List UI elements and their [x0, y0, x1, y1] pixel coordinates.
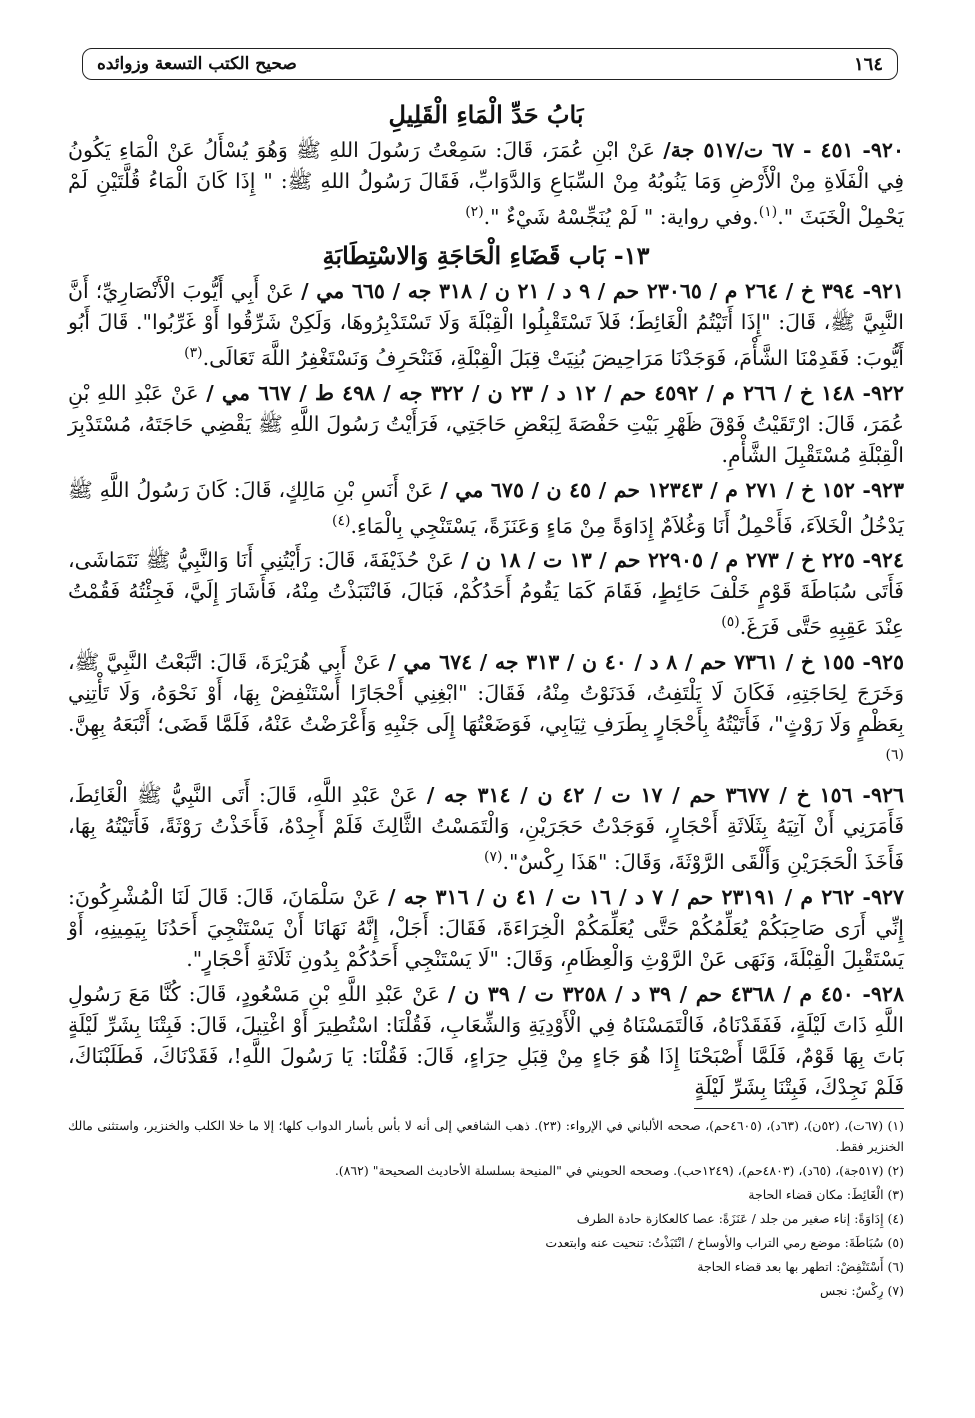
hadith-ref: ٩٢٨- ٤٥٠ م / ٤٣٦٨ حم / ٣٩ د / ٣٢٥٨ ت / ٣٩ ن / [448, 981, 904, 1006]
hadith-text: عَنْ عَبْدِ اللَّهِ، قَالَ: أَتَى النَّبِيُّ ﷺ الْغَائِطَ، فَأَمَرَنِي أَنْ آتِيَهُ بِثَلَاثَةِ أَحْجَارٍ، فَوَجَدْتُ حَجَرَيْنِ، وَالْتَمَسْتُ الثَّالِثَ فَلَمْ أَجِدْهُ، فَأَخَذْتُ رَوْثَةً، فَأَتَيْتُهُ بِهَا، فَأَخَذَ الْحَجَرَيْنِ وَأَلْقَى الرَّوْثَةَ، وَقَالَ: "هَذَا رِكْسٌ". [68, 783, 904, 874]
footnote-marker: (١) [758, 204, 778, 220]
hadith-text: عَنْ أَبِي هُرَيْرَةَ، قَالَ: اتَّبَعْتُ النَّبِيَّ ﷺ، وَخَرَجَ لِحَاجَتِهِ، فَكَانَ لَا يَلْتَفِتُ، فَدَنَوْتُ مِنْهُ، فَقَالَ: "ابْغِنِي أَحْجَارًا أَسْتَنْفِضْ بِهَا، أَوْ نَحْوَهُ، وَلَا تَأْتِنِي بِعَظْمٍ وَلَا رَوْثٍ"، فَأَتَيْتُهُ بِأَحْجَارٍ بِطَرَفِ ثِيَابِي، فَوَضَعْتُهَا إِلَى جَنْبِهِ وَأَعْرَضْتُ عَنْهُ، فَلَمَّا قَضَى؛ أَتْبَعَهُ بِهِنَّ. [68, 650, 904, 737]
footnote: (٢) (٥١٧جة)، (٦٥د)، (٤٨٠٣حم)، (١٢٤٩حب). وصححه الحويني في "المنيحة بسلسلة الأحاديث الصحيحة" (٨٦٢). [334, 1163, 904, 1178]
hadith-ref: ٩٢٢- ١٤٨ خ / ٢٦٦ م / ٤٥٩٢ حم / ١٢ د / ٢٣ ن / ٣٢٢ جه / ٤٩٨ ط / ٦٦٧ مي / [206, 380, 904, 405]
hadith-ref: ٩٢٧- ٢٦٢ م / ٢٣١٩١ حم / ٧ د / ١٦ ت / ٤١ ن / ٣١٦ جه / [388, 884, 904, 909]
running-title: صحيح الكتب التسعة وزوائده [97, 54, 297, 74]
hadith-920 [68, 135, 904, 233]
footnote: (٥) سُبَاطَةَ: موضع رمي التراب والأوساخ / انْتَبَذْتُ: تنحيت عنه وابتعدت [545, 1235, 904, 1250]
hadith-text: عَنْ سَلْمَانَ، قَالَ: قَالَ لَنَا الْمُشْرِكُونَ: إِنِّي أَرَى صَاحِبَكُمْ يُعَلِّمُكُمْ حَتَّى يُعَلِّمَكُمْ الْخِرَاءَةَ، فَقَالَ: أَجَلْ، إِنَّهُ نَهَانَا أَنْ يَسْتَنْجِيَ أَحَدُنَا بِيَمِينِهِ، أَوْ يَسْتَقْبِلَ الْقِبْلَةَ، وَنَهَى عَنْ الرَّوْثِ وَالْعِظَامِ، وَقَالَ: "لَا يَسْتَنْجِي أَحَدُكُمْ بِدُونِ ثَلَاثَةِ أَحْجَارٍ". [68, 884, 904, 971]
hadith-924 [68, 545, 904, 643]
footnote-divider [694, 1108, 904, 1109]
footnote-marker: (٦) [885, 747, 904, 764]
hadith-921 [68, 276, 904, 374]
footnote-marker: (٤) [332, 512, 351, 529]
footnote: (٣) الْغَائِطَ: مكان قضاء الحاجة [748, 1187, 904, 1202]
hadith-text: عَنْ أَبِي أَيُّوبَ الْأَنْصَارِيِّ؛ أَنَّ النَّبِيَّ ﷺ، قَالَ: "إِذَا أَتَيْتُمُ الْغَائِطَ؛ فَلاَ تَسْتَقْبِلُوا الْقِبْلَةَ وَلَا تَسْتَدْبِرُوهَا، وَلَكِنْ شَرِّقُوا أَوْ غَرِّبُوا". قَالَ أَبُو أَيُّوبَ: فَقَدِمْنَا الشَّأْمَ، فَوَجَدْنَا مَرَاحِيضَ بُنِيَتْ قِبَلَ الْقِبْلَةِ، فَنَنْحَرِفُ وَنَسْتَغْفِرُ اللَّهَ تَعَالَى. [68, 278, 904, 370]
hadith-ref: ٩٢٤- ٢٢٥ خ / ٢٧٣ م / ٢٢٩٠٥ حم / ١٣ ت / ١٨ ن / [461, 548, 904, 573]
hadith-927 [68, 882, 904, 975]
hadith-ref: ٩٢١- ٣٩٤ خ / ٢٦٤ م / ٢٣٠٦٥ حم / ٩ د / ٢١ ن / ٣١٨ جه / ٦٦٥ مي / [301, 278, 904, 303]
footnotes [68, 1108, 904, 1304]
hadith-text: عَنْ عَبْدِ اللهِ بْنِ عُمَرَ، قَالَ: ارْتَقَيْتُ فَوْقَ ظَهْرِ بَيْتِ حَفْصَةَ لِبَعْضِ حَاجَتِي، فَرَأَيْتُ رَسُولَ اللَّهِ ﷺ يَقْضِي حَاجَتَهُ، مُسْتَدْبِرَ الْقِبْلَةِ مُسْتَقْبِلَ الشَّأْمِ. [68, 380, 904, 467]
footnote: (٦) أَسْتَنْفِضْ: اتطهر بها بعد قضاء الحاجة [697, 1259, 904, 1274]
footnote: (٤) إِدَاوَةً: إناء صغير من جلد / عَنَزَةً: عصا كالعكازة حادة الطرف [576, 1211, 904, 1226]
footnote: (٧) رِكْسٌ: نجس [819, 1283, 904, 1298]
main-content [68, 92, 904, 1107]
hadith-ref: ٩٢٦- ١٥٦ خ / ٣٦٧٧ حم / ١٧ ت / ٤٢ ن / ٣١٤ جه / [426, 783, 904, 808]
hadith-922 [68, 378, 904, 471]
section-title: ١٣- بَاب قَضَاءِ الْحَاجَةِ وَالاسْتِطَابَةِ [322, 240, 650, 270]
hadith-ref: ٩٢٣- ١٥٢ خ / ٢٧١ م / ١٢٣٤٣ حم / ٤٥ ن / ٦٧٥ مي / [440, 477, 904, 502]
hadith-text: عَنْ أَنَسِ بْنِ مَالِكٍ، قَالَ: كَانَ رَسُولُ اللَّهِ ﷺ يَدْخُلُ الْخَلاَءَ، فَأَحْمِلُ أَنَا وَغُلاَمٌ إِدَاوَةً مِنْ مَاءٍ وَعَنَزَةً، يَسْتَنْجِي بِالْمَاءِ. [68, 477, 904, 538]
footnote-marker: (٥) [721, 614, 740, 631]
hadith-ref: ٩٢٥- ١٥٥ خ / ٧٣٦١ حم / ٨ د / ٤٠ ن / ٣١٣ جه / ٦٧٤ مي / [388, 650, 904, 675]
hadith-text: عَنْ ابْنِ عُمَرَ، قَالَ: سَمِعْتُ رَسُولَ اللهِ ﷺ وَهُوَ يُسْأَلُ عَنْ الْمَاءِ يَكُونُ فِي الْفَلَاةِ مِنْ الْأَرْضِ وَمَا يَنُوبُهُ مِنْ السِّبَاعِ وَالدَّوَابِّ، فَقَالَ رَسُولُ اللهِ ﷺ: " إِذَا كَانَ الْمَاءُ قُلَّتَيْنِ لَمْ يَحْمِلْ الْخَبَثَ ". [68, 138, 904, 229]
hadith-text: عَنْ حُذَيْفَةَ، قَالَ: رَأَيْتُنِي أَنَا وَالنَّبِيُّ ﷺ نَتَمَاشَى، فَأَتَى سُبَاطَةَ قَوْمٍ خَلْفَ حَائِطٍ، فَقَامَ كَمَا يَقُومُ أَحَدُكُمْ، فَبَالَ، فَانْتَبَذْتُ مِنْهُ، فَأَشَارَ إِلَيَّ، فَجِئْتُهُ فَقُمْتُ عِنْدَ عَقِبِهِ حَتَّى فَرَغَ. [68, 548, 904, 640]
hadith-925 [68, 647, 904, 776]
hadith-926 [68, 780, 904, 878]
footnote: (١) (٦٧ت)، (٥٢ن)، (٦٣د)، (٤٦٠٥حم)، صححه الألباني في الإرواء: (٢٣). ذهب الشافعي إلى أنه لا بأس بأسار الدواب كلها؛ إلا ما خلا الكلب والخنزير، واستثنى مالك الخنزير فقط. [68, 1118, 904, 1154]
hadith-923 [68, 475, 904, 542]
hadith-ref: ٩٢٠- ٤٥١ - ٦٧ ت/٥١٧ جة/ [663, 138, 904, 162]
hadith-928 [68, 979, 904, 1103]
footnote-marker: (٣) [184, 344, 203, 361]
section-title: بَابُ حَدِّ الْمَاءِ الْقَلِيلِ [388, 100, 584, 129]
page-number: ١٦٤ [853, 53, 883, 75]
footnote-marker: (٧) [483, 849, 503, 866]
hadith-text-tail: .وفي رواية: " لَمْ يُنَجِّسْهُ شَيْءٌ ". [483, 204, 759, 229]
hadith-text: عَنْ عَبْدِ اللَّهِ بْنِ مَسْعُودٍ، قَالَ: كُنَّا مَعَ رَسُولِ اللَّهِ ذَاتَ لَيْلَةٍ، فَفَقَدْنَاهُ، فَالْتَمَسْنَاهُ فِي الْأَوْدِيَةِ وَالشِّعَابِ، فَقُلْنَا: اسْتُطِيرَ أَوْ اغْتِيلَ، قَالَ: فَبِتْنَا بِشَرِّ لَيْلَةٍ بَاتَ بِهَا قَوْمٌ، فَلَمَّا أَصْبَحْنَا إِذَا هُوَ جَاءٍ مِنْ قِبَلِ حِرَاءٍ، قَالَ: فَقُلْنَا: يَا رَسُولَ اللَّهِ!، فَقَدْنَاكَ، فَطَلَبْنَاكَ، فَلَمْ نَجِدْكَ، فَبِتْنَا بِشَرِّ لَيْلَةٍ [68, 981, 904, 1099]
page [68, 40, 904, 1400]
page-header [82, 48, 898, 80]
footnote-marker: (٢) [465, 204, 484, 220]
